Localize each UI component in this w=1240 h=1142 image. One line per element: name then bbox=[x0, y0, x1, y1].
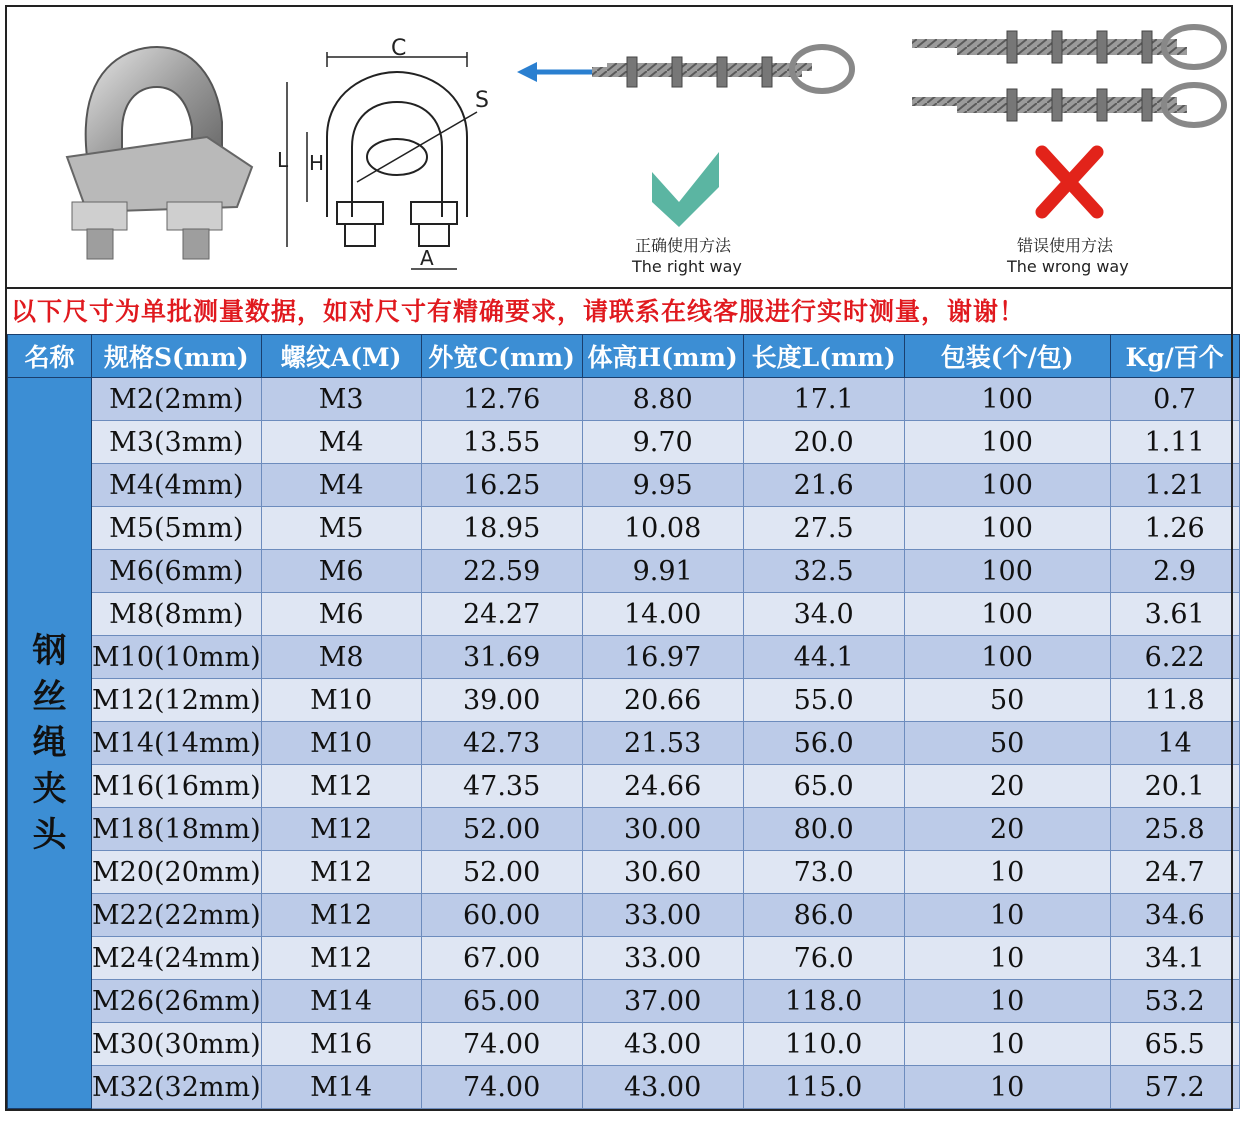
length-l-cell: 65.0 bbox=[743, 765, 904, 808]
length-l-cell: 21.6 bbox=[743, 464, 904, 507]
spec-cell: M32(32mm) bbox=[92, 1066, 262, 1109]
right-way-en: The right way bbox=[632, 257, 742, 276]
width-c-cell: 74.00 bbox=[421, 1023, 582, 1066]
thread-cell: M10 bbox=[261, 722, 421, 765]
column-header-spec: 规格S(mm) bbox=[92, 335, 262, 378]
width-c-cell: 13.55 bbox=[421, 421, 582, 464]
dim-label-s: S bbox=[475, 88, 489, 113]
length-l-cell: 17.1 bbox=[743, 378, 904, 421]
thread-cell: M6 bbox=[261, 593, 421, 636]
height-h-cell: 24.66 bbox=[582, 765, 743, 808]
thread-cell: M12 bbox=[261, 894, 421, 937]
height-h-cell: 43.00 bbox=[582, 1023, 743, 1066]
spec-cell: M14(14mm) bbox=[92, 722, 262, 765]
weight-cell: 34.1 bbox=[1110, 937, 1239, 980]
height-h-cell: 33.00 bbox=[582, 937, 743, 980]
length-l-cell: 32.5 bbox=[743, 550, 904, 593]
width-c-cell: 31.69 bbox=[421, 636, 582, 679]
height-h-cell: 43.00 bbox=[582, 1066, 743, 1109]
width-c-cell: 47.35 bbox=[421, 765, 582, 808]
thread-cell: M4 bbox=[261, 464, 421, 507]
pack-cell: 20 bbox=[904, 808, 1110, 851]
thread-cell: M10 bbox=[261, 679, 421, 722]
height-h-cell: 8.80 bbox=[582, 378, 743, 421]
pack-cell: 20 bbox=[904, 765, 1110, 808]
product-name-char: 夹 bbox=[32, 769, 67, 809]
pack-cell: 10 bbox=[904, 980, 1110, 1023]
height-h-cell: 30.00 bbox=[582, 808, 743, 851]
height-h-cell: 21.53 bbox=[582, 722, 743, 765]
right-way-cn: 正确使用方法 bbox=[635, 236, 732, 255]
spec-cell: M5(5mm) bbox=[92, 507, 262, 550]
outer-border bbox=[5, 5, 1233, 1111]
weight-cell: 6.22 bbox=[1110, 636, 1239, 679]
product-name-char: 头 bbox=[32, 815, 67, 855]
thread-cell: M3 bbox=[261, 378, 421, 421]
pack-cell: 100 bbox=[904, 378, 1110, 421]
weight-cell: 2.9 bbox=[1110, 550, 1239, 593]
column-header-height-h: 体高H(mm) bbox=[582, 335, 743, 378]
column-header-length-l: 长度L(mm) bbox=[743, 335, 904, 378]
weight-cell: 25.8 bbox=[1110, 808, 1239, 851]
width-c-cell: 60.00 bbox=[421, 894, 582, 937]
column-header-thread: 螺纹A(M) bbox=[261, 335, 421, 378]
thread-cell: M12 bbox=[261, 851, 421, 894]
width-c-cell: 16.25 bbox=[421, 464, 582, 507]
width-c-cell: 12.76 bbox=[421, 378, 582, 421]
spec-cell: M4(4mm) bbox=[92, 464, 262, 507]
spec-cell: M20(20mm) bbox=[92, 851, 262, 894]
pack-cell: 100 bbox=[904, 507, 1110, 550]
spec-cell: M26(26mm) bbox=[92, 980, 262, 1023]
weight-cell: 14 bbox=[1110, 722, 1239, 765]
width-c-cell: 22.59 bbox=[421, 550, 582, 593]
length-l-cell: 44.1 bbox=[743, 636, 904, 679]
weight-cell: 1.26 bbox=[1110, 507, 1239, 550]
pack-cell: 100 bbox=[904, 636, 1110, 679]
height-h-cell: 14.00 bbox=[582, 593, 743, 636]
width-c-cell: 24.27 bbox=[421, 593, 582, 636]
spec-cell: M2(2mm) bbox=[92, 378, 262, 421]
height-h-cell: 9.91 bbox=[582, 550, 743, 593]
column-header-width-c: 外宽C(mm) bbox=[421, 335, 582, 378]
thread-cell: M12 bbox=[261, 808, 421, 851]
dim-label-l: L bbox=[277, 148, 289, 172]
thread-cell: M14 bbox=[261, 980, 421, 1023]
pack-cell: 100 bbox=[904, 550, 1110, 593]
width-c-cell: 52.00 bbox=[421, 851, 582, 894]
length-l-cell: 118.0 bbox=[743, 980, 904, 1023]
pack-cell: 10 bbox=[904, 894, 1110, 937]
spec-cell: M16(16mm) bbox=[92, 765, 262, 808]
thread-cell: M12 bbox=[261, 937, 421, 980]
height-h-cell: 33.00 bbox=[582, 894, 743, 937]
pack-cell: 10 bbox=[904, 851, 1110, 894]
spec-cell: M6(6mm) bbox=[92, 550, 262, 593]
weight-cell: 0.7 bbox=[1110, 378, 1239, 421]
wrong-way-cn: 错误使用方法 bbox=[1017, 236, 1114, 255]
width-c-cell: 65.00 bbox=[421, 980, 582, 1023]
thread-cell: M5 bbox=[261, 507, 421, 550]
pack-cell: 10 bbox=[904, 937, 1110, 980]
product-name-char: 绳 bbox=[32, 723, 67, 763]
height-h-cell: 9.95 bbox=[582, 464, 743, 507]
width-c-cell: 42.73 bbox=[421, 722, 582, 765]
dim-label-h: H bbox=[309, 151, 325, 175]
pack-cell: 50 bbox=[904, 679, 1110, 722]
width-c-cell: 67.00 bbox=[421, 937, 582, 980]
column-header-pack: 包装(个/包) bbox=[904, 335, 1110, 378]
dim-label-a: A bbox=[420, 246, 434, 270]
height-h-cell: 16.97 bbox=[582, 636, 743, 679]
spec-cell: M12(12mm) bbox=[92, 679, 262, 722]
column-header-weight: Kg/百个 bbox=[1110, 335, 1239, 378]
length-l-cell: 110.0 bbox=[743, 1023, 904, 1066]
pack-cell: 10 bbox=[904, 1066, 1110, 1109]
pack-cell: 10 bbox=[904, 1023, 1110, 1066]
column-header-name: 名称 bbox=[8, 335, 92, 378]
length-l-cell: 34.0 bbox=[743, 593, 904, 636]
height-h-cell: 30.60 bbox=[582, 851, 743, 894]
measurement-notice: 以下尺寸为单批测量数据，如对尺寸有精确要求，请联系在线客服进行实时测量，谢谢！ bbox=[7, 287, 1231, 335]
thread-cell: M16 bbox=[261, 1023, 421, 1066]
spec-cell: M3(3mm) bbox=[92, 421, 262, 464]
spec-cell: M18(18mm) bbox=[92, 808, 262, 851]
wrong-way-en: The wrong way bbox=[1007, 257, 1129, 276]
weight-cell: 24.7 bbox=[1110, 851, 1239, 894]
width-c-cell: 39.00 bbox=[421, 679, 582, 722]
length-l-cell: 76.0 bbox=[743, 937, 904, 980]
pack-cell: 100 bbox=[904, 464, 1110, 507]
weight-cell: 3.61 bbox=[1110, 593, 1239, 636]
weight-cell: 11.8 bbox=[1110, 679, 1239, 722]
weight-cell: 53.2 bbox=[1110, 980, 1239, 1023]
height-h-cell: 9.70 bbox=[582, 421, 743, 464]
weight-cell: 65.5 bbox=[1110, 1023, 1239, 1066]
length-l-cell: 27.5 bbox=[743, 507, 904, 550]
weight-cell: 34.6 bbox=[1110, 894, 1239, 937]
thread-cell: M4 bbox=[261, 421, 421, 464]
length-l-cell: 20.0 bbox=[743, 421, 904, 464]
width-c-cell: 52.00 bbox=[421, 808, 582, 851]
height-h-cell: 37.00 bbox=[582, 980, 743, 1023]
spec-cell: M30(30mm) bbox=[92, 1023, 262, 1066]
length-l-cell: 56.0 bbox=[743, 722, 904, 765]
pack-cell: 50 bbox=[904, 722, 1110, 765]
pack-cell: 100 bbox=[904, 593, 1110, 636]
length-l-cell: 80.0 bbox=[743, 808, 904, 851]
length-l-cell: 115.0 bbox=[743, 1066, 904, 1109]
length-l-cell: 55.0 bbox=[743, 679, 904, 722]
spec-cell: M8(8mm) bbox=[92, 593, 262, 636]
height-h-cell: 20.66 bbox=[582, 679, 743, 722]
thread-cell: M14 bbox=[261, 1066, 421, 1109]
width-c-cell: 74.00 bbox=[421, 1066, 582, 1109]
pack-cell: 100 bbox=[904, 421, 1110, 464]
thread-cell: M6 bbox=[261, 550, 421, 593]
spec-cell: M10(10mm) bbox=[92, 636, 262, 679]
dim-label-c: C bbox=[391, 36, 407, 61]
weight-cell: 20.1 bbox=[1110, 765, 1239, 808]
width-c-cell: 18.95 bbox=[421, 507, 582, 550]
thread-cell: M12 bbox=[261, 765, 421, 808]
product-name-char: 丝 bbox=[32, 677, 67, 717]
thread-cell: M8 bbox=[261, 636, 421, 679]
product-name-char: 钢 bbox=[32, 631, 67, 671]
weight-cell: 57.2 bbox=[1110, 1066, 1239, 1109]
spec-cell: M22(22mm) bbox=[92, 894, 262, 937]
length-l-cell: 86.0 bbox=[743, 894, 904, 937]
weight-cell: 1.21 bbox=[1110, 464, 1239, 507]
length-l-cell: 73.0 bbox=[743, 851, 904, 894]
spec-cell: M24(24mm) bbox=[92, 937, 262, 980]
height-h-cell: 10.08 bbox=[582, 507, 743, 550]
weight-cell: 1.11 bbox=[1110, 421, 1239, 464]
